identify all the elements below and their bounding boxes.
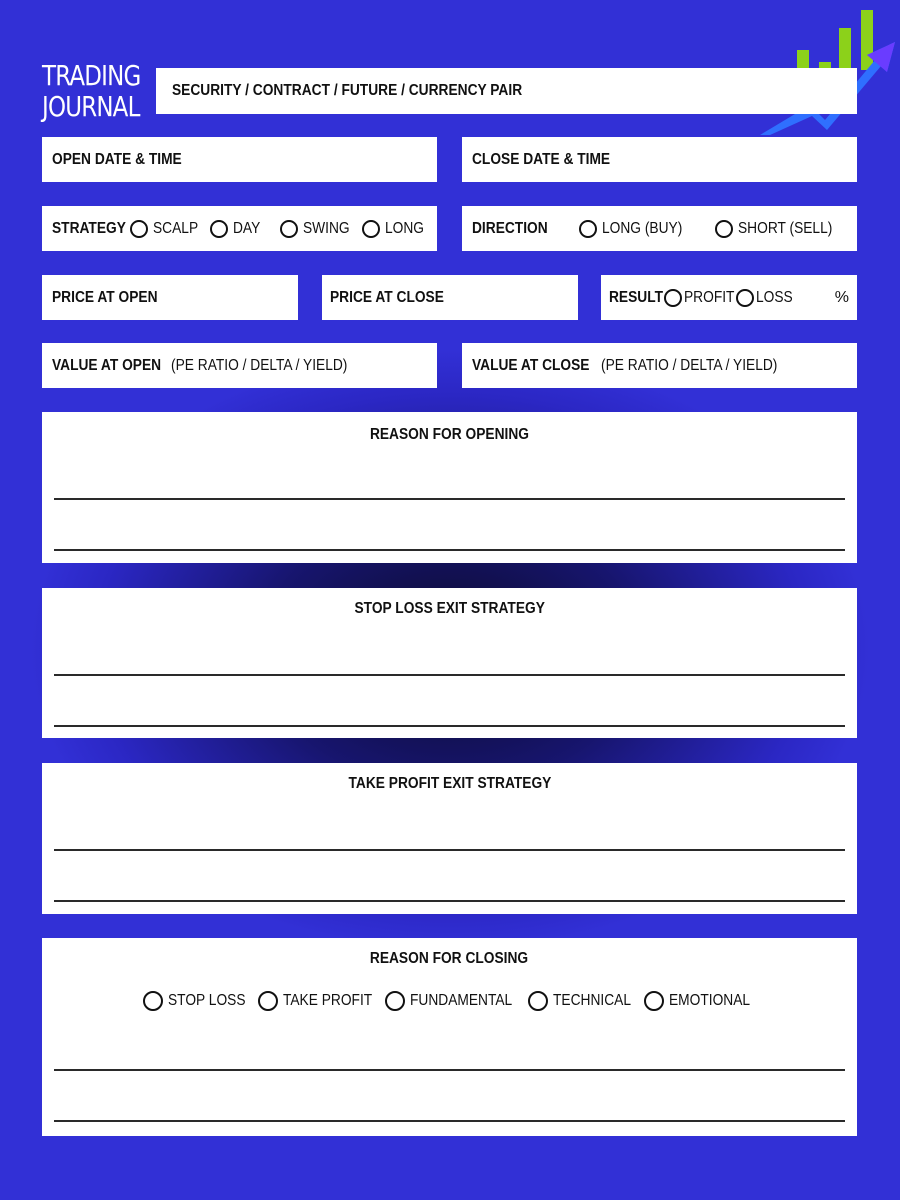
closing-option-fundamental[interactable] — [385, 991, 529, 1011]
value-close-field[interactable] — [462, 343, 857, 388]
chart-bar-3 — [839, 28, 851, 70]
option-label: PROFIT — [684, 288, 735, 306]
closing-option-technical[interactable] — [528, 991, 644, 1011]
write-line[interactable] — [54, 1069, 845, 1071]
radio-icon[interactable] — [280, 220, 298, 238]
stop-loss-title: STOP LOSS EXIT STRATEGY — [354, 600, 545, 617]
direction-field — [462, 206, 857, 251]
take-profit-panel — [42, 763, 857, 914]
closing-option-take-profit[interactable] — [258, 991, 387, 1011]
radio-icon[interactable] — [385, 991, 405, 1011]
option-label: LOSS — [756, 288, 793, 306]
value-open-field[interactable] — [42, 343, 437, 388]
option-label: SCALP — [153, 219, 199, 237]
direction-label: DIRECTION — [472, 219, 548, 237]
strategy-option-swing[interactable] — [280, 220, 357, 238]
strategy-label: STRATEGY — [52, 219, 126, 237]
price-close-field[interactable] — [322, 275, 578, 320]
result-label: RESULT — [609, 288, 664, 306]
radio-icon[interactable] — [362, 220, 380, 238]
radio-icon[interactable] — [143, 991, 163, 1011]
close-date-field[interactable] — [462, 137, 857, 182]
write-line[interactable] — [54, 498, 845, 500]
chart-bar-1 — [797, 50, 809, 70]
page-title — [42, 60, 140, 122]
security-label: SECURITY / CONTRACT / FUTURE / CURRENCY PAIR — [172, 82, 523, 99]
open-date-label: OPEN DATE & TIME — [52, 150, 182, 168]
title-line-1: TRADING — [42, 59, 141, 92]
price-open-label: PRICE AT OPEN — [52, 288, 158, 306]
value-open-label: VALUE AT OPEN — [52, 356, 162, 374]
option-label: DAY — [233, 219, 261, 237]
option-label: TECHNICAL — [553, 992, 631, 1009]
result-option-profit[interactable] — [664, 289, 743, 307]
title-line-2: JOURNAL — [42, 90, 140, 123]
option-label: EMOTIONAL — [669, 992, 751, 1009]
write-line[interactable] — [54, 725, 845, 727]
strategy-option-scalp[interactable] — [130, 220, 205, 238]
closing-option-emotional[interactable] — [644, 991, 763, 1011]
value-close-label: VALUE AT CLOSE — [472, 356, 590, 374]
option-label: STOP LOSS — [168, 992, 246, 1009]
radio-icon[interactable] — [528, 991, 548, 1011]
close-date-label: CLOSE DATE & TIME — [472, 150, 611, 168]
open-date-field[interactable] — [42, 137, 437, 182]
take-profit-title: TAKE PROFIT EXIT STRATEGY — [348, 775, 551, 792]
option-label: LONG (BUY) — [602, 219, 683, 237]
reason-closing-title: REASON FOR CLOSING — [370, 950, 529, 967]
closing-option-stop-loss[interactable] — [143, 991, 258, 1011]
value-close-sub: (PE RATIO / DELTA / YIELD) — [600, 356, 777, 374]
value-open-sub: (PE RATIO / DELTA / YIELD) — [170, 356, 348, 374]
result-field — [601, 275, 857, 320]
option-label: FUNDAMENTAL — [410, 992, 513, 1009]
radio-icon[interactable] — [130, 220, 148, 238]
result-option-loss[interactable] — [736, 289, 799, 307]
percent-symbol: % — [834, 288, 849, 306]
radio-icon[interactable] — [258, 991, 278, 1011]
stop-loss-panel — [42, 588, 857, 738]
price-close-label: PRICE AT CLOSE — [330, 288, 444, 306]
radio-icon[interactable] — [715, 220, 733, 238]
option-label: LONG — [385, 219, 424, 237]
price-open-field[interactable] — [42, 275, 298, 320]
option-label: TAKE PROFIT — [283, 992, 373, 1009]
strategy-option-long[interactable] — [362, 220, 430, 238]
radio-icon[interactable] — [736, 289, 754, 307]
direction-option-long[interactable] — [579, 220, 695, 238]
radio-icon[interactable] — [210, 220, 228, 238]
write-line[interactable] — [54, 900, 845, 902]
reason-closing-panel — [42, 938, 857, 1136]
direction-option-short[interactable] — [715, 220, 848, 238]
reason-opening-panel — [42, 412, 857, 563]
radio-icon[interactable] — [664, 289, 682, 307]
write-line[interactable] — [54, 549, 845, 551]
write-line[interactable] — [54, 849, 845, 851]
radio-icon[interactable] — [644, 991, 664, 1011]
option-label: SHORT (SELL) — [738, 219, 833, 237]
strategy-field — [42, 206, 437, 251]
option-label: SWING — [303, 219, 350, 237]
write-line[interactable] — [54, 1120, 845, 1122]
chart-bar-4 — [861, 10, 873, 70]
reason-opening-title: REASON FOR OPENING — [369, 426, 530, 443]
security-field[interactable] — [156, 68, 857, 114]
radio-icon[interactable] — [579, 220, 597, 238]
write-line[interactable] — [54, 674, 845, 676]
strategy-option-day[interactable] — [210, 220, 265, 238]
